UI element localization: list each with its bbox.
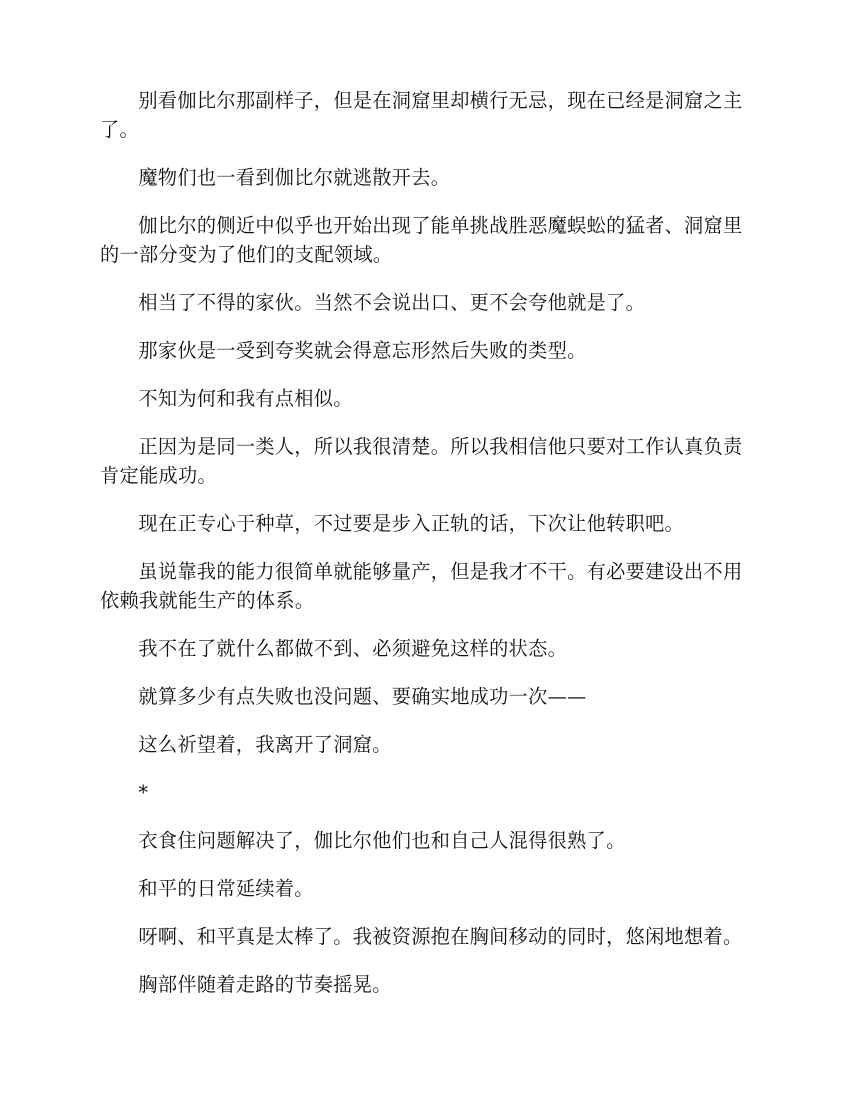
document-page [100, 86, 750, 1018]
paragraph: 伽比尔的侧近中似乎也开始出现了能单挑战胜恶魔蜈蚣的猛者、洞窟里的一部分变为了他们的支配领域。 [100, 214, 743, 266]
paragraph: 正因为是同一类人，所以我很清楚。所以我相信他只要对工作认真负责肯定能成功。 [100, 435, 743, 487]
paragraph: 虽说靠我的能力很简单就能够量产，但是我才不干。有必要建设出不用依赖我就能生产的体系。 [100, 560, 743, 612]
paragraph: 现在正专心于种草，不过要是步入正轨的话，下次让他转职吧。 [138, 512, 685, 535]
paragraph: 我不在了就什么都做不到、必须避免这样的状态。 [138, 637, 568, 660]
scene-break: * [138, 781, 149, 804]
paragraph: 魔物们也一看到伽比尔就逃散开去。 [138, 166, 451, 189]
paragraph: 这么祈望着，我离开了洞窟。 [138, 733, 392, 756]
paragraph: 就算多少有点失败也没问题、要确实地成功一次—— [138, 685, 587, 708]
paragraph: 别看伽比尔那副样子，但是在洞窟里却横行无忌，现在已经是洞窟之主了。 [100, 89, 743, 141]
paragraph: 相当了不得的家伙。当然不会说出口、更不会夸他就是了。 [138, 291, 646, 314]
paragraph: 不知为何和我有点相似。 [138, 387, 353, 410]
paragraph: 和平的日常延续着。 [138, 877, 314, 900]
paragraph: 胸部伴随着走路的节奏摇晃。 [138, 973, 392, 996]
paragraph: 呀啊、和平真是太棒了。我被资源抱在胸间移动的同时，悠闲地想着。 [138, 925, 743, 948]
paragraph: 衣食住问题解决了，伽比尔他们也和自己人混得很熟了。 [138, 829, 626, 852]
paragraph: 那家伙是一受到夸奖就会得意忘形然后失败的类型。 [138, 339, 587, 362]
